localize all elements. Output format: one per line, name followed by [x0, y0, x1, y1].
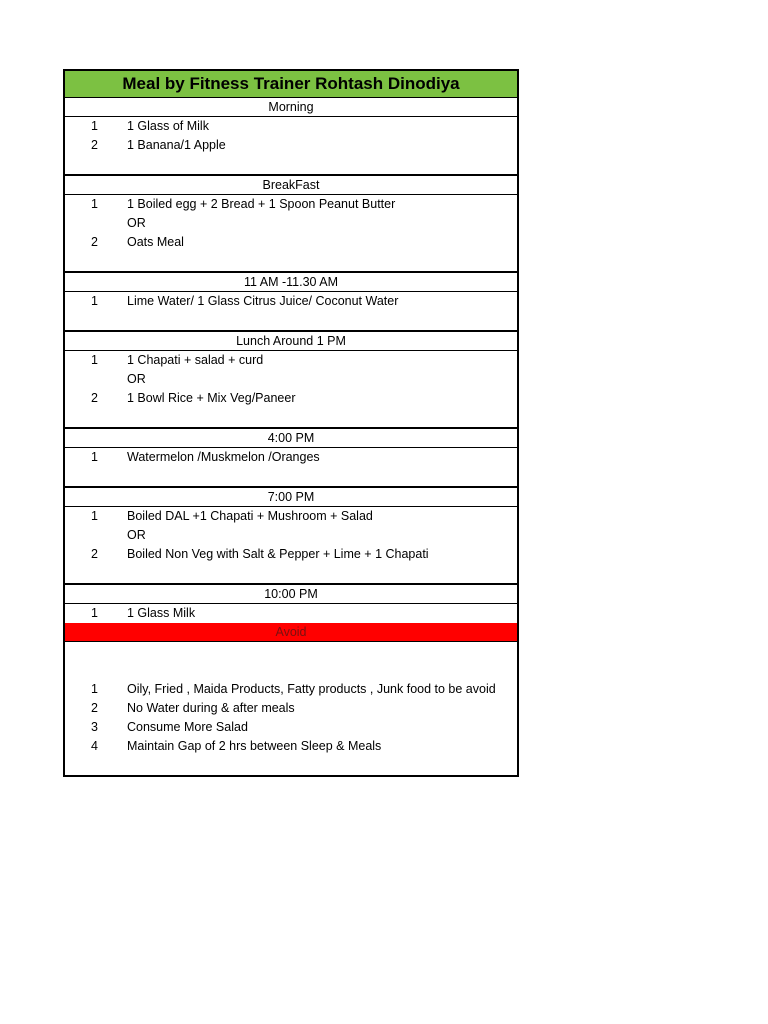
section-body-4pm	[65, 448, 517, 488]
list-item	[65, 604, 517, 623]
section-heading-4pm: 4:00 PM	[65, 429, 517, 448]
list-item	[65, 351, 517, 370]
item-number: 1	[91, 682, 98, 696]
list-item	[65, 214, 517, 233]
list-item	[65, 136, 517, 155]
item-number: 2	[91, 235, 98, 249]
item-number: 3	[91, 720, 98, 734]
item-text: 1 Glass Milk	[127, 606, 196, 620]
item-number: 2	[91, 138, 98, 152]
item-number: 4	[91, 739, 98, 753]
section-body-10pm	[65, 604, 517, 623]
item-text: 1 Boiled egg + 2 Bread + 1 Spoon Peanut Butter	[127, 197, 396, 211]
list-item	[65, 545, 517, 564]
item-text: 1 Chapati + salad + curd	[127, 353, 264, 367]
section-heading-7pm: 7:00 PM	[65, 488, 517, 507]
item-number: 1	[91, 509, 98, 523]
list-item	[65, 737, 517, 756]
item-text: 1 Banana/1 Apple	[127, 138, 226, 152]
item-number: 1	[91, 197, 98, 211]
list-item	[65, 680, 517, 699]
item-text: Oily, Fried , Maida Products, Fatty products , Junk food to be avoid	[127, 682, 496, 696]
section-heading-avoid: Avoid	[65, 623, 517, 642]
item-text: Boiled DAL +1 Chapati + Mushroom + Salad	[127, 509, 373, 523]
item-number: 2	[91, 701, 98, 715]
section-body-breakfast	[65, 195, 517, 273]
list-item	[65, 448, 517, 467]
item-number: 1	[91, 353, 98, 367]
section-heading-mid-morning: 11 AM -11.30 AM	[65, 273, 517, 292]
item-number: 1	[91, 450, 98, 464]
item-text: Oats Meal	[127, 235, 184, 249]
page-title: Meal by Fitness Trainer Rohtash Dinodiya	[65, 71, 517, 98]
item-text: Watermelon /Muskmelon /Oranges	[127, 450, 320, 464]
item-text: 1 Glass of Milk	[127, 119, 209, 133]
list-item	[65, 389, 517, 408]
section-heading-breakfast: BreakFast	[65, 176, 517, 195]
item-text: Maintain Gap of 2 hrs between Sleep & Meals	[127, 739, 382, 753]
section-heading-morning: Morning	[65, 98, 517, 117]
list-item	[65, 117, 517, 136]
item-number: 2	[91, 547, 98, 561]
section-body-avoid	[65, 642, 517, 775]
item-number: 1	[91, 606, 98, 620]
item-number: 2	[91, 391, 98, 405]
item-number: 1	[91, 294, 98, 308]
meal-plan-table	[63, 69, 519, 777]
section-body-mid-morning	[65, 292, 517, 332]
item-text: OR	[127, 528, 146, 542]
item-text: Boiled Non Veg with Salt & Pepper + Lime + 1 Chapati	[127, 547, 429, 561]
list-item	[65, 718, 517, 737]
section-body-7pm	[65, 507, 517, 585]
section-body-morning	[65, 117, 517, 176]
list-item	[65, 233, 517, 252]
item-text: 1 Bowl Rice + Mix Veg/Paneer	[127, 391, 296, 405]
list-item	[65, 195, 517, 214]
item-text: Consume More Salad	[127, 720, 248, 734]
list-item	[65, 507, 517, 526]
list-item	[65, 526, 517, 545]
section-body-lunch	[65, 351, 517, 429]
list-item	[65, 292, 517, 311]
item-text: OR	[127, 216, 146, 230]
item-number: 1	[91, 119, 98, 133]
item-text: No Water during & after meals	[127, 701, 295, 715]
list-item	[65, 699, 517, 718]
item-text: Lime Water/ 1 Glass Citrus Juice/ Coconut Water	[127, 294, 399, 308]
section-heading-10pm: 10:00 PM	[65, 585, 517, 604]
section-heading-lunch: Lunch Around 1 PM	[65, 332, 517, 351]
list-item	[65, 370, 517, 389]
item-text: OR	[127, 372, 146, 386]
